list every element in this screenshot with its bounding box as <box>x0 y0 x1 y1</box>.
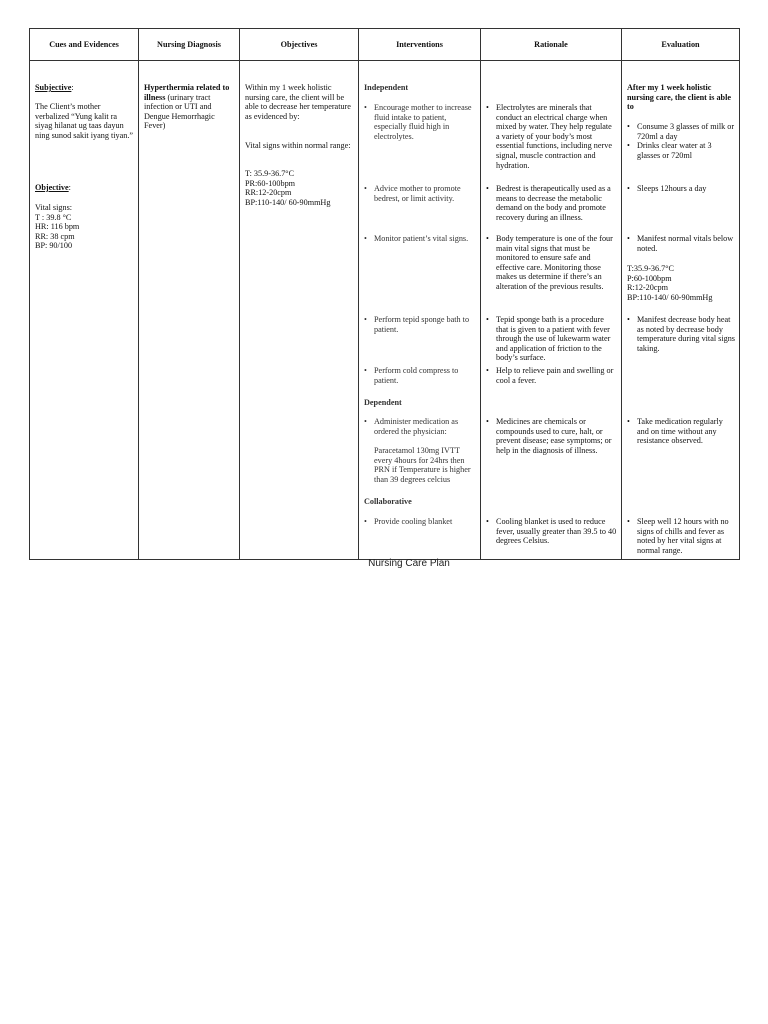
intervention-cold-compress: • Perform cold compress to patient. <box>364 366 476 385</box>
vitals-label: Vital signs: <box>35 203 73 212</box>
evaluation-sleep: • Sleeps 12hours a day <box>627 184 735 194</box>
document-caption: Nursing Care Plan <box>368 558 450 569</box>
objective-intro: Within my 1 week holistic nursing care, the client will be able to decrease her temperature as evidenced by: <box>245 83 351 121</box>
intervention-cooling-blanket: • Provide cooling blanket <box>364 517 476 527</box>
evaluation-intro: After my 1 week holistic nursing care, the client is able to <box>627 83 732 112</box>
dependent-heading: Dependent <box>364 398 402 407</box>
intervention-fluid-intake: • Encourage mother to increase fluid intake to patient, especially fluid high in electrolytes. <box>364 103 476 141</box>
vital-temp: T : 39.8 °C <box>35 212 72 222</box>
objective-pr: PR:60-100bpm <box>245 178 296 188</box>
collaborative-heading: Collaborative <box>364 497 412 506</box>
interventions-cell <box>359 61 481 560</box>
objective-temp: T: 35.9-36.7°C <box>245 169 295 178</box>
header-objectives: Objectives <box>240 29 359 61</box>
rationale-cooling-blanket: • Cooling blanket is used to reduce fever, usually greater than 39.5 to 40 degrees Celsius. <box>486 517 617 546</box>
rationale-cell <box>481 61 622 560</box>
evaluation-normal-vitals: • Manifest normal vitals below noted. <box>627 234 735 253</box>
evaluation-milk: • Consume 3 glasses of milk or 720ml a day <box>627 122 735 141</box>
objective-heading: Objective: <box>35 183 71 192</box>
subjective-text: The Client’s mother verbalized “Yung kalit ra siyag hilanat ug taas dayun ning sunod sakit iyang tiyan.” <box>35 102 134 140</box>
care-plan-table <box>29 28 740 560</box>
header-cues: Cues and Evidences <box>30 29 139 61</box>
header-evaluation: Evaluation <box>622 29 740 61</box>
evaluation-water: • Drinks clear water at 3 glasses or 720ml <box>627 141 735 160</box>
evaluation-temp: T:35.9-36.7°C <box>627 264 674 273</box>
vital-hr: HR: 116 bpm <box>35 222 80 232</box>
vital-rr: RR: 38 cpm <box>35 231 75 241</box>
independent-heading: Independent <box>364 83 409 92</box>
objective-vitals-heading: Vital signs within normal range: <box>245 141 351 150</box>
header-interventions: Interventions <box>359 29 481 61</box>
diagnosis-text: Hyperthermia related to illness (urinary tract infection or UTI and Dengue Hemorrhagic Fever) <box>144 83 230 131</box>
evaluation-resp: R:12-20cpm <box>627 283 668 293</box>
evaluation-cell <box>622 61 740 560</box>
intervention-monitor-vitals: • Monitor patient’s vital signs. <box>364 234 476 244</box>
rationale-cold-compress: • Help to relieve pain and swelling or cool a fever. <box>486 366 617 385</box>
care-plan-sheet <box>29 28 739 560</box>
header-row <box>30 29 740 61</box>
rationale-medication: • Medicines are chemicals or compounds used to cure, halt, or prevent disease; ease symptoms; or help in the diagnosis of illness. <box>486 417 617 455</box>
cues-cell <box>30 61 139 560</box>
diagnosis-cell <box>139 61 240 560</box>
objective-bp: BP:110-140/ 60-90mmHg <box>245 197 331 207</box>
intervention-tepid-sponge: • Perform tepid sponge bath to patient. <box>364 315 476 334</box>
evaluation-sleep-well: • Sleep well 12 hours with no signs of chills and fever as noted by her vital signs at normal range. <box>627 517 735 555</box>
header-rationale: Rationale <box>481 29 622 61</box>
rationale-bedrest: • Bedrest is therapeutically used as a means to decrease the metabolic demand on the body and promote recovery during an illness. <box>486 184 617 222</box>
header-diagnosis: Nursing Diagnosis <box>139 29 240 61</box>
intervention-bedrest: • Advice mother to promote bedrest, or limit activity. <box>364 184 476 203</box>
evaluation-body-heat: • Manifest decrease body heat as noted by decrease body temperature during vital signs taking. <box>627 315 735 353</box>
evaluation-medication: • Take medication regularly and on time without any resistance observed. <box>627 417 735 446</box>
body-row <box>30 61 740 560</box>
rationale-electrolytes: • Electrolytes are minerals that conduct an electrical charge when mixed by water. They help regulate a variety of your body’s most essential functions, including nerve signal, muscle contraction and hydration. <box>486 103 617 170</box>
intervention-medication: • Administer medication as ordered the physician: <box>364 417 476 436</box>
vital-bp: BP: 90/100 <box>35 241 73 251</box>
objective-rr: RR:12-20cpm <box>245 188 292 198</box>
rationale-tepid-sponge: • Tepid sponge bath is a procedure that is given to a patient with fever through the use of lukewarm water and application of friction to the body’s surface. <box>486 315 617 363</box>
subjective-heading: Subjective: <box>35 83 74 92</box>
evaluation-pulse: P:60-100bpm <box>627 273 672 283</box>
evaluation-bp: BP:110-140/ 60-90mmHg <box>627 292 713 302</box>
medication-detail: Paracetamol 130mg IVTT every 4hours for 24hrs then PRN if Temperature is higher than 39 degrees celcius <box>374 446 471 484</box>
objectives-cell <box>240 61 359 560</box>
rationale-vitals: • Body temperature is one of the four main vital signs that must be monitored to ensure safe and effective care. Monitoring those makes us determine if there’s an alteration of the previous results. <box>486 234 617 292</box>
